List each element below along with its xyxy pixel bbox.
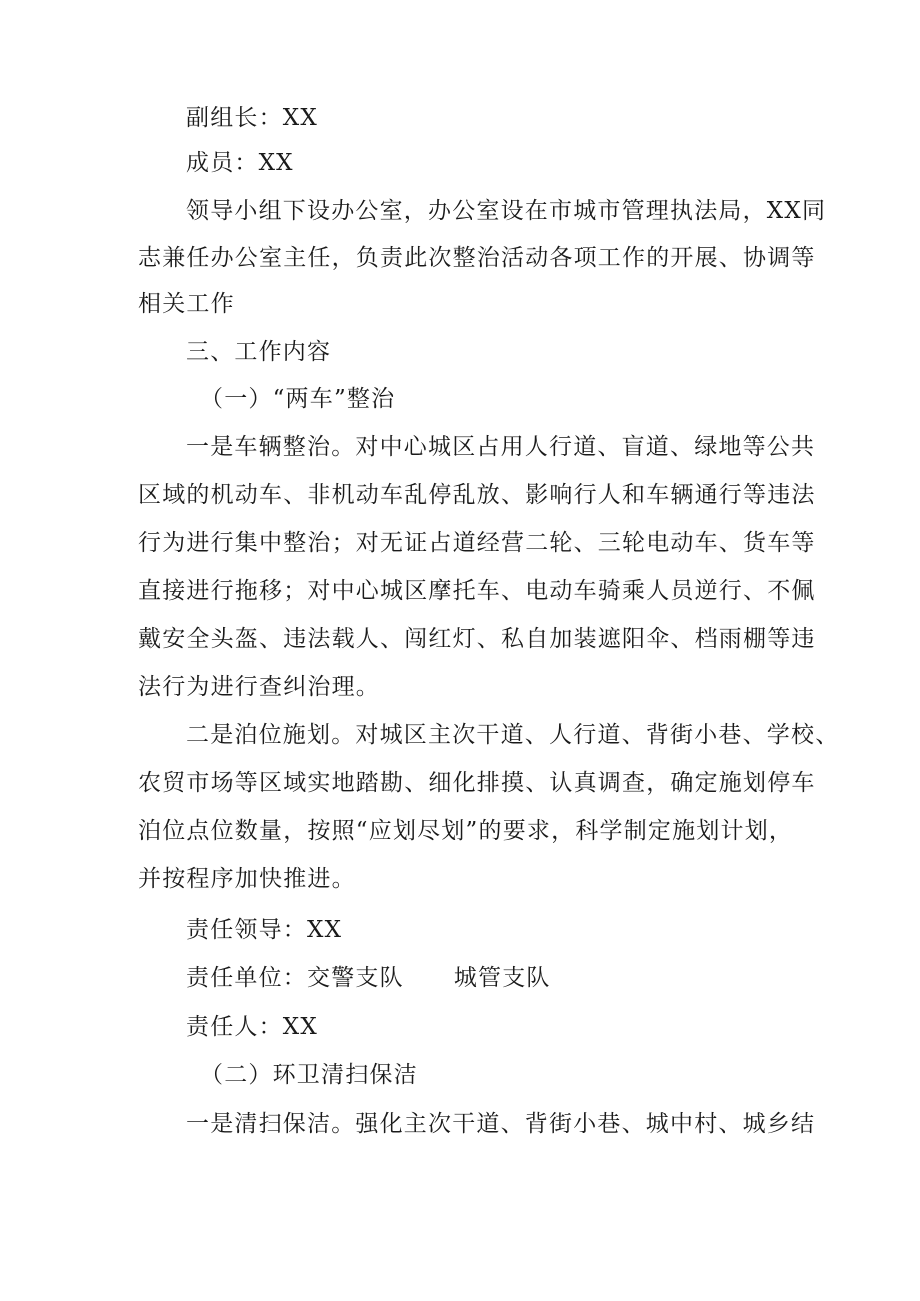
paragraph-line: 相关工作 bbox=[138, 291, 235, 317]
responsible-leader-line: 责任领导：XX bbox=[186, 917, 343, 943]
deputy-leader-line: 副组长：XX bbox=[186, 105, 318, 131]
paragraph-line: 一是车辆整治。对中心城区占用人行道、盲道、绿地等公共 bbox=[186, 434, 816, 460]
paragraph-line: 一是清扫保洁。强化主次干道、背街小巷、城中村、城乡结 bbox=[186, 1111, 816, 1137]
responsible-person-line: 责任人：XX bbox=[186, 1014, 318, 1040]
section-heading: 三、工作内容 bbox=[186, 339, 332, 365]
paragraph-line: 二是泊位施划。对城区主次干道、人行道、背街小巷、学校、 bbox=[186, 722, 840, 748]
paragraph-line: 戴安全头盔、违法载人、闯红灯、私自加装遮阳伞、档雨棚等违 bbox=[138, 626, 816, 652]
responsible-unit-line bbox=[186, 963, 856, 993]
responsible-unit-label: 责任单位：交警支队 bbox=[186, 965, 404, 991]
paragraph-line: 泊位点位数量，按照“应划尽划”的要求，科学制定施划计划， bbox=[138, 818, 794, 844]
subsection-heading: （一）“两车”整治 bbox=[200, 386, 396, 412]
responsible-unit-second: 城管支队 bbox=[453, 965, 551, 991]
paragraph-line: 领导小组下设办公室，办公室设在市城市管理执法局，XX同 bbox=[186, 198, 827, 224]
paragraph-line: 直接进行拖移；对中心城区摩托车、电动车骑乘人员逆行、不佩 bbox=[138, 578, 816, 604]
subsection-heading: （二）环卫清扫保洁 bbox=[200, 1062, 418, 1088]
paragraph-line: 法行为进行查纠治理。 bbox=[138, 674, 380, 700]
paragraph-line: 志兼任办公室主任，负责此次整治活动各项工作的开展、协调等 bbox=[138, 245, 816, 271]
paragraph-line: 农贸市场等区域实地踏勘、细化排摸、认真调查，确定施划停车 bbox=[138, 770, 816, 796]
paragraph-line: 并按程序加快推进。 bbox=[138, 866, 356, 892]
paragraph-line: 行为进行集中整治；对无证占道经营二轮、三轮电动车、货车等 bbox=[138, 530, 816, 556]
paragraph-line: 区域的机动车、非机动车乱停乱放、影响行人和车辆通行等违法 bbox=[138, 482, 816, 508]
members-line: 成员：XX bbox=[186, 150, 294, 176]
